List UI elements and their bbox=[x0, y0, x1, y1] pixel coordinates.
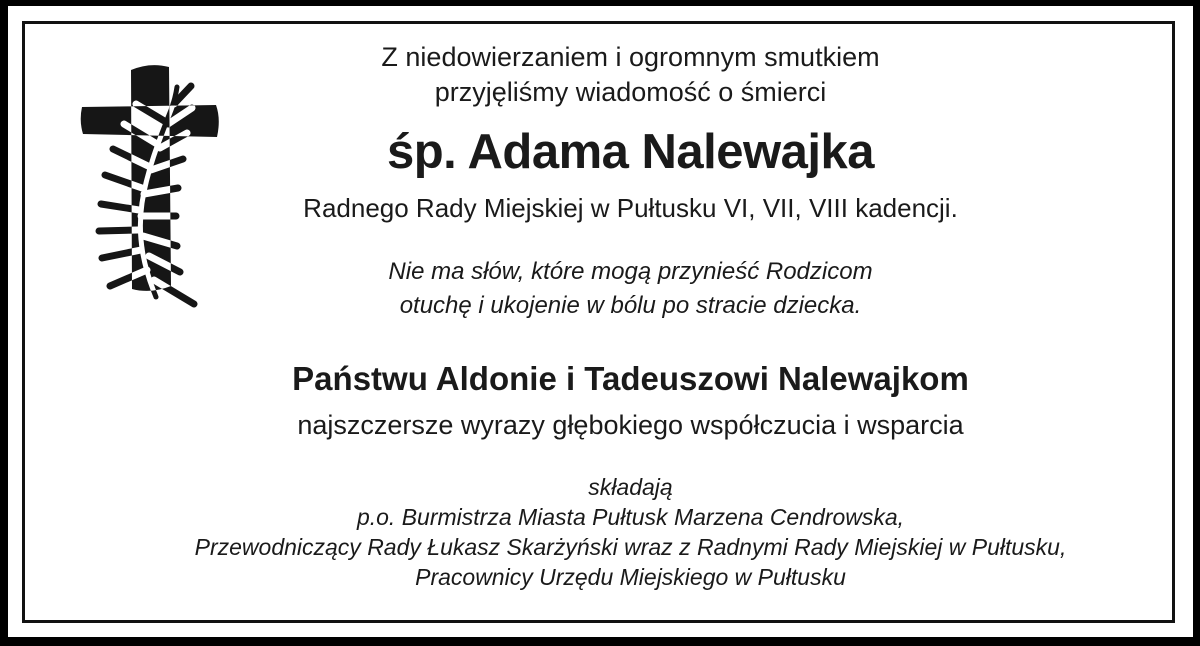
notice-text bbox=[8, 6, 1193, 637]
intro-line-1: Z niedowierzaniem i ogromnym smutkiem bbox=[381, 42, 880, 72]
deceased-name: śp. Adama Nalewajka bbox=[386, 125, 875, 179]
signoff-block bbox=[88, 472, 1173, 592]
signatory-line: Pracownicy Urzędu Miejskiego w Pułtusku bbox=[415, 564, 846, 590]
signoff-intro: składają bbox=[588, 474, 673, 500]
deceased-title: Radnego Rady Miejskiej w Pułtusku VI, VII, VIII kadencji. bbox=[303, 193, 958, 223]
signatory-line: p.o. Burmistrza Miasta Pułtusk Marzena Cendrowska, bbox=[356, 504, 905, 530]
obituary-card bbox=[8, 6, 1193, 637]
addressees: Państwu Aldonie i Tadeuszowi Nalewajkom bbox=[292, 360, 969, 397]
intro-text bbox=[88, 40, 1173, 110]
condolence-text bbox=[88, 255, 1173, 323]
condolence-line-1: Nie ma słów, które mogą przynieść Rodzicom bbox=[388, 258, 873, 285]
sympathy-line: najszczersze wyrazy głębokiego współczucia i wsparcia bbox=[297, 410, 964, 440]
condolence-line-2: otuchę i ukojenie w bólu po stracie dziecka. bbox=[399, 292, 862, 319]
intro-line-2: przyjęliśmy wiadomość o śmierci bbox=[434, 77, 827, 107]
signatory-line: Przewodniczący Rady Łukasz Skarżyński wraz z Radnymi Rady Miejskiej w Pułtusku, bbox=[194, 534, 1067, 560]
